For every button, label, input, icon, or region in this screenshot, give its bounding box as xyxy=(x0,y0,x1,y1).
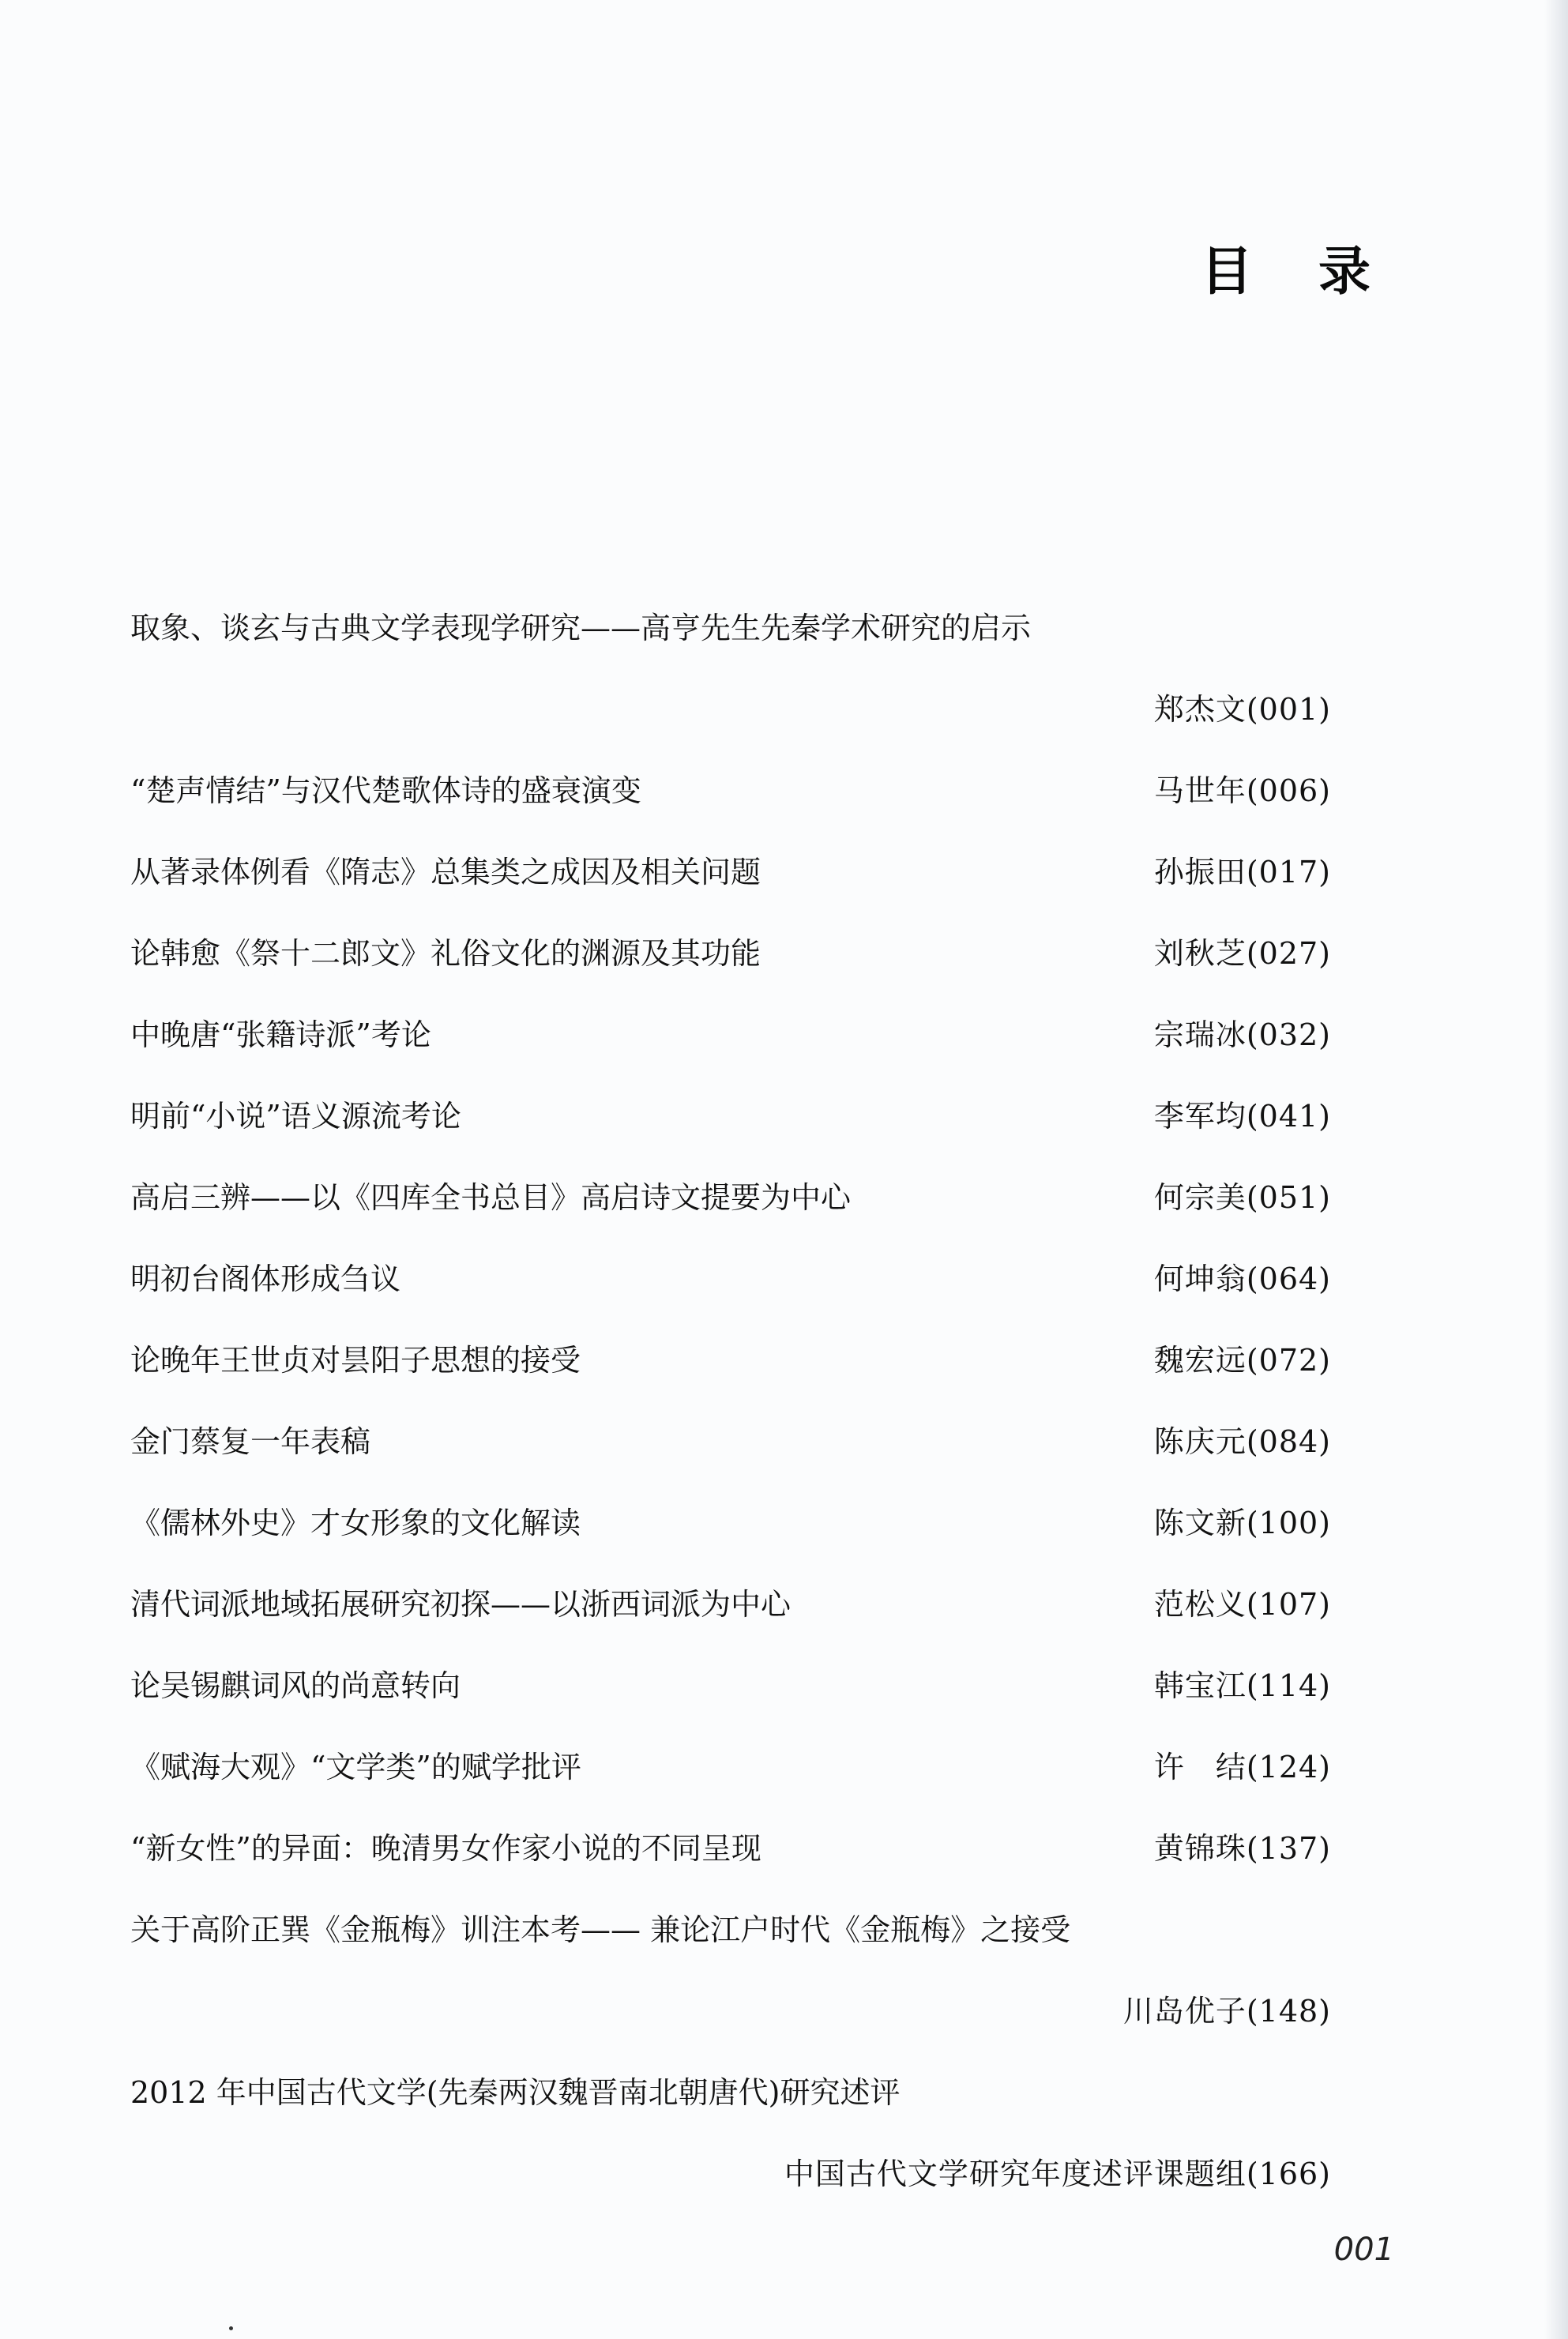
toc-entry-author: 陈庆元(084) xyxy=(1153,1424,1331,1459)
toc-entry[interactable] xyxy=(130,1341,1331,1422)
toc-entry-author: 黄锦珠(137) xyxy=(1153,1831,1331,1866)
toc-entry-title: 高启三辨——以《四库全书总目》高启诗文提要为中心 xyxy=(130,1180,852,1215)
toc-entry-author: 川岛优子(148) xyxy=(1122,1994,1331,2029)
toc-entry-author: 何坤翁(064) xyxy=(1153,1262,1331,1296)
page-edge-shadow xyxy=(1544,0,1568,2339)
toc-entry-author: 陈文新(100) xyxy=(1153,1506,1331,1540)
toc-entry-author: 韩宝江(114) xyxy=(1153,1668,1331,1703)
toc-entry[interactable] xyxy=(130,1585,1331,1666)
toc-entry-title: 《赋海大观》“文学类”的赋学批评 xyxy=(130,1750,581,1784)
toc-entry-title: 论晚年王世贞对昙阳子思想的接受 xyxy=(130,1343,581,1378)
print-speck xyxy=(229,2326,233,2330)
toc-entry-title: 《儒林外史》才女形象的文化解读 xyxy=(130,1506,581,1540)
toc-entry[interactable] xyxy=(130,1829,1331,1910)
toc-entry[interactable] xyxy=(130,1503,1331,1585)
toc-entry-title: 2012 年中国古代文学(先秦两汉魏晋南北朝唐代)研究述评 xyxy=(130,2075,901,2110)
toc-entry-title: 论吴锡麒词风的尚意转向 xyxy=(130,1668,461,1703)
toc-entry-title: 金门蔡复一年表稿 xyxy=(130,1424,371,1459)
toc-entry[interactable] xyxy=(130,1015,1331,1096)
toc-entry-author: 魏宏远(072) xyxy=(1153,1343,1331,1378)
toc-entry-author: 许 结(124) xyxy=(1153,1750,1331,1784)
toc-entry-author: 何宗美(051) xyxy=(1153,1180,1331,1215)
page-number: 001 xyxy=(1333,2232,1394,2268)
toc-entry[interactable] xyxy=(130,1259,1331,1341)
toc-entry[interactable] xyxy=(130,852,1331,934)
page-title: 目 录 xyxy=(1201,241,1394,302)
toc-entry[interactable] xyxy=(130,934,1331,1015)
toc-entry-title: 论韩愈《祭十二郎文》礼俗文化的渊源及其功能 xyxy=(130,936,761,971)
table-of-contents xyxy=(130,608,1331,2236)
toc-entry-author: 中国古代文学研究年度述评课题组(166) xyxy=(784,2157,1331,2191)
toc-entry-author: 刘秋芝(027) xyxy=(1153,936,1331,971)
toc-entry-title: 取象、谈玄与古典文学表现学研究——高亨先生先秦学术研究的启示 xyxy=(130,611,1032,645)
toc-entry-author: 孙振田(017) xyxy=(1153,855,1331,889)
toc-entry[interactable] xyxy=(130,1178,1331,1259)
toc-entry-title: 中晚唐“张籍诗派”考论 xyxy=(130,1017,431,1052)
toc-entry-title: “新女性”的异面：晚清男女作家小说的不同呈现 xyxy=(130,1831,761,1866)
toc-entry[interactable] xyxy=(130,1422,1331,1503)
toc-entry-author: 郑杰文(001) xyxy=(1153,692,1331,727)
toc-entry[interactable] xyxy=(130,1666,1331,1747)
toc-entry-title: 从著录体例看《隋志》总集类之成因及相关问题 xyxy=(130,855,761,889)
toc-entry-title: “楚声情结”与汉代楚歌体诗的盛衰演变 xyxy=(130,773,641,808)
toc-entry-title: 清代词派地域拓展研究初探——以浙西词派为中心 xyxy=(130,1587,792,1622)
toc-entry-author: 范松义(107) xyxy=(1153,1587,1331,1622)
toc-entry[interactable] xyxy=(130,1096,1331,1178)
toc-entry-author: 马世年(006) xyxy=(1153,773,1331,808)
toc-entry-title: 关于高阶正巽《金瓶梅》训注本考—— 兼论江户时代《金瓶梅》之接受 xyxy=(130,1912,1071,1947)
toc-entry[interactable] xyxy=(130,771,1331,852)
toc-entry-title: 明前“小说”语义源流考论 xyxy=(130,1099,461,1134)
toc-entry[interactable] xyxy=(130,608,1331,771)
toc-entry[interactable] xyxy=(130,2073,1331,2236)
toc-entry-author: 李军均(041) xyxy=(1153,1099,1331,1134)
toc-entry[interactable] xyxy=(130,1910,1331,2073)
toc-entry[interactable] xyxy=(130,1747,1331,1829)
toc-entry-title: 明初台阁体形成刍议 xyxy=(130,1262,401,1296)
toc-entry-author: 宗瑞冰(032) xyxy=(1153,1017,1331,1052)
